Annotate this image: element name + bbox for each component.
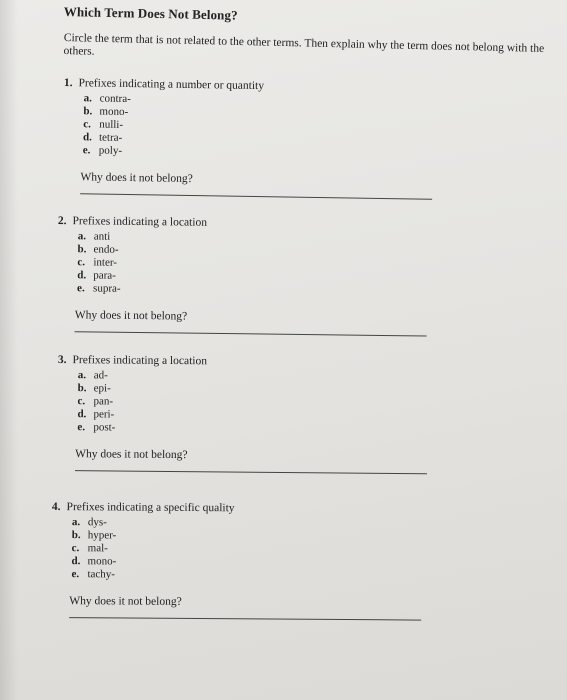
option-text: para-: [93, 269, 116, 282]
option-text: tachy-: [87, 568, 116, 581]
option-list: [77, 230, 428, 299]
option-text: mono-: [87, 555, 117, 568]
worksheet-title: Which Term Does Not Belong?: [63, 4, 238, 23]
option-text: tetra-: [98, 131, 123, 144]
question-heading: Prefixes indicating a location: [72, 215, 208, 229]
question-2: [57, 214, 428, 337]
option-text: poly-: [98, 144, 123, 157]
option-letter: c.: [77, 256, 86, 269]
instructions-text: Circle the term that is not related to the other terms. Then explain why the term does not belong with the others.: [63, 32, 545, 58]
question-number: 3.: [57, 353, 67, 367]
question-heading: Prefixes indicating a location: [72, 354, 208, 368]
option-text: ad-: [93, 369, 108, 382]
option-text: supra-: [93, 282, 121, 295]
option-letter: d.: [82, 131, 93, 144]
question-header: [58, 353, 428, 370]
option-letter: d.: [71, 555, 81, 568]
question-1: [62, 76, 434, 200]
question-number: 1.: [63, 76, 73, 90]
question-heading: Prefixes indicating a specific quality: [66, 501, 235, 515]
option-letter: a.: [77, 369, 87, 382]
option-letter: a.: [77, 230, 87, 243]
answer-line[interactable]: [80, 193, 432, 200]
option-letter: b.: [83, 105, 93, 118]
option-letter: b.: [77, 243, 87, 256]
option-text: mal-: [87, 542, 108, 555]
option-letter: a.: [83, 92, 92, 105]
option-text: peri-: [93, 408, 115, 421]
option-letter: d.: [77, 408, 87, 421]
option-text: pan-: [93, 395, 114, 408]
question-number: 4.: [51, 500, 61, 514]
option-letter: c.: [83, 118, 91, 131]
option-list: [83, 92, 434, 162]
option-text: hyper-: [87, 529, 117, 542]
option-letter: a.: [71, 516, 81, 529]
option-list: [77, 369, 428, 437]
why-prompt: Why does it not belong?: [69, 595, 182, 608]
question-3: [57, 353, 428, 474]
why-prompt: Why does it not belong?: [80, 171, 193, 186]
question-heading: Prefixes indicating a number or quantity: [78, 77, 265, 93]
answer-line[interactable]: [75, 470, 427, 474]
option-text: anti: [93, 230, 111, 243]
option-letter: e.: [77, 421, 86, 434]
option-text: mono-: [99, 105, 129, 119]
option-text: nulli-: [99, 118, 124, 131]
option-letter: e.: [82, 144, 91, 157]
option-item[interactable]: [71, 568, 421, 583]
option-letter: d.: [77, 269, 87, 282]
option-text: dys-: [87, 516, 107, 529]
option-text: inter-: [93, 256, 118, 269]
why-prompt: Why does it not belong?: [75, 448, 188, 462]
option-letter: e.: [71, 568, 80, 581]
question-header: [52, 500, 422, 517]
option-text: post-: [93, 421, 116, 434]
option-letter: b.: [77, 382, 87, 395]
option-text: contra-: [99, 92, 131, 106]
option-letter: c.: [71, 542, 80, 555]
option-letter: b.: [71, 529, 81, 542]
why-prompt: Why does it not belong?: [74, 309, 188, 323]
page-shadow: [0, 0, 18, 700]
option-text: endo-: [93, 243, 119, 256]
answer-line[interactable]: [75, 331, 427, 336]
answer-line[interactable]: [69, 617, 421, 620]
option-letter: c.: [77, 395, 86, 408]
option-text: epi-: [93, 382, 111, 395]
question-number: 2.: [57, 214, 67, 228]
option-list: [71, 516, 421, 583]
option-letter: e.: [77, 282, 85, 295]
question-4: [51, 500, 422, 621]
option-item[interactable]: [77, 421, 427, 437]
